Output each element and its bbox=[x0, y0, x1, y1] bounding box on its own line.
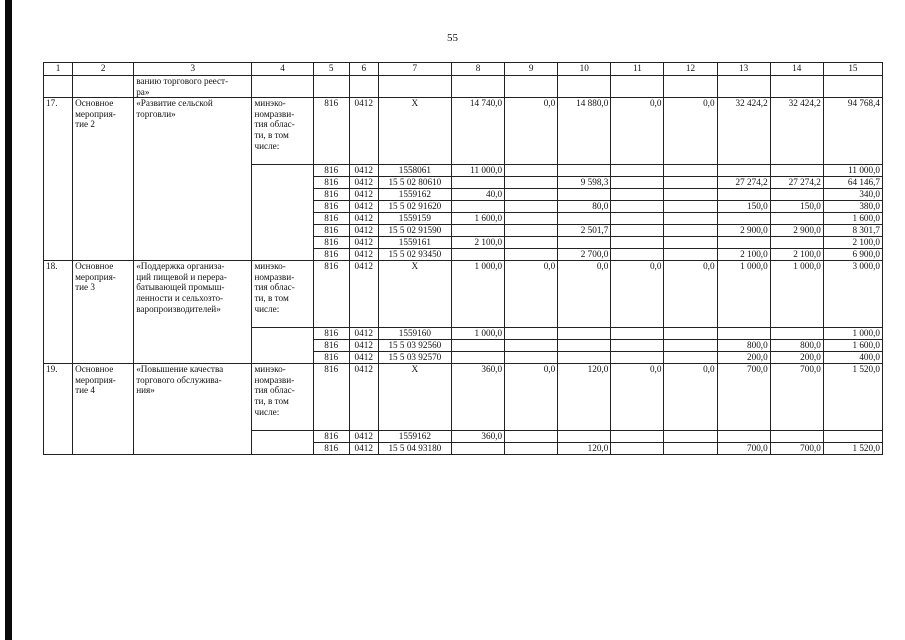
value-2014: 14 740,0 bbox=[451, 98, 504, 165]
value-2017 bbox=[611, 165, 664, 177]
empty-cell bbox=[313, 76, 349, 98]
target-item-code: 15 5 02 80610 bbox=[378, 177, 451, 189]
column-number-header: 1 bbox=[44, 63, 73, 76]
section-code: 0412 bbox=[349, 165, 378, 177]
section-code: 0412 bbox=[349, 364, 378, 431]
value-2017 bbox=[611, 352, 664, 364]
value-2019: 1 000,0 bbox=[717, 261, 770, 328]
measure-total-row bbox=[44, 98, 883, 165]
value-2015 bbox=[505, 328, 558, 340]
section-code: 0412 bbox=[349, 352, 378, 364]
value-2014: 360,0 bbox=[451, 431, 504, 443]
value-2019: 200,0 bbox=[717, 352, 770, 364]
value-2016: 2 700,0 bbox=[558, 249, 611, 261]
value-2014 bbox=[451, 443, 504, 455]
gov-code: 816 bbox=[313, 431, 349, 443]
value-2016 bbox=[558, 189, 611, 201]
value-2014 bbox=[451, 352, 504, 364]
executor: минэко- номразви- тия облас- ти, в том числе: bbox=[252, 261, 313, 328]
value-2017 bbox=[611, 443, 664, 455]
measure-type: Основное мероприя- тие 3 bbox=[73, 261, 134, 364]
value-2016 bbox=[558, 165, 611, 177]
value-total: 1 520,0 bbox=[823, 443, 882, 455]
gov-code: 816 bbox=[313, 213, 349, 225]
gov-code: 816 bbox=[313, 249, 349, 261]
value-2020 bbox=[770, 328, 823, 340]
value-2015 bbox=[505, 225, 558, 237]
value-2018: 0,0 bbox=[664, 98, 717, 165]
value-2019 bbox=[717, 431, 770, 443]
section-code: 0412 bbox=[349, 213, 378, 225]
empty-cell bbox=[451, 76, 504, 98]
value-2020 bbox=[770, 237, 823, 249]
value-total: 2 100,0 bbox=[823, 237, 882, 249]
value-2020: 32 424,2 bbox=[770, 98, 823, 165]
target-item-code: 15 5 03 92560 bbox=[378, 340, 451, 352]
target-item-code: 1559162 bbox=[378, 189, 451, 201]
value-total: 11 000,0 bbox=[823, 165, 882, 177]
column-number-header: 4 bbox=[252, 63, 313, 76]
value-2017: 0,0 bbox=[611, 98, 664, 165]
value-2018 bbox=[664, 201, 717, 213]
gov-code: 816 bbox=[313, 237, 349, 249]
gov-code: 816 bbox=[313, 443, 349, 455]
value-2017 bbox=[611, 201, 664, 213]
value-2018 bbox=[664, 177, 717, 189]
value-2019 bbox=[717, 189, 770, 201]
value-2015 bbox=[505, 443, 558, 455]
empty-cell bbox=[378, 76, 451, 98]
value-2014 bbox=[451, 249, 504, 261]
value-2015 bbox=[505, 352, 558, 364]
binding-edge bbox=[5, 0, 12, 640]
value-2017 bbox=[611, 340, 664, 352]
value-2020 bbox=[770, 431, 823, 443]
value-2018 bbox=[664, 213, 717, 225]
value-2014: 1 000,0 bbox=[451, 328, 504, 340]
value-2015 bbox=[505, 213, 558, 225]
target-item-code: 15 5 03 92570 bbox=[378, 352, 451, 364]
value-2020: 700,0 bbox=[770, 443, 823, 455]
value-2018 bbox=[664, 340, 717, 352]
target-item-code: 1559159 bbox=[378, 213, 451, 225]
measure-type: Основное мероприя- тие 2 bbox=[73, 98, 134, 261]
value-total: 400,0 bbox=[823, 352, 882, 364]
value-2018 bbox=[664, 443, 717, 455]
value-2020: 150,0 bbox=[770, 201, 823, 213]
column-number-header: 14 bbox=[770, 63, 823, 76]
value-2019 bbox=[717, 237, 770, 249]
value-2015 bbox=[505, 201, 558, 213]
value-total: 340,0 bbox=[823, 189, 882, 201]
value-2019: 700,0 bbox=[717, 443, 770, 455]
value-2014 bbox=[451, 225, 504, 237]
value-2016: 0,0 bbox=[558, 261, 611, 328]
column-number-header: 15 bbox=[823, 63, 882, 76]
value-2020: 2 100,0 bbox=[770, 249, 823, 261]
value-2015: 0,0 bbox=[505, 261, 558, 328]
value-2016: 14 880,0 bbox=[558, 98, 611, 165]
value-total: 3 000,0 bbox=[823, 261, 882, 328]
value-2019 bbox=[717, 165, 770, 177]
value-2015 bbox=[505, 177, 558, 189]
executor: минэко- номразви- тия облас- ти, в том числе: bbox=[252, 98, 313, 165]
value-2015 bbox=[505, 340, 558, 352]
value-total: 94 768,4 bbox=[823, 98, 882, 165]
section-code: 0412 bbox=[349, 189, 378, 201]
value-2017 bbox=[611, 225, 664, 237]
target-item-code: Х bbox=[378, 364, 451, 431]
value-2017 bbox=[611, 177, 664, 189]
target-item-code: Х bbox=[378, 98, 451, 165]
value-2018 bbox=[664, 352, 717, 364]
value-total: 1 520,0 bbox=[823, 364, 882, 431]
column-number-header: 12 bbox=[664, 63, 717, 76]
section-code: 0412 bbox=[349, 443, 378, 455]
value-2016 bbox=[558, 352, 611, 364]
value-2019 bbox=[717, 213, 770, 225]
value-2016 bbox=[558, 328, 611, 340]
continuation-text: ванию торгового реест- ра» bbox=[134, 76, 252, 98]
measure-type: Основное мероприя- тие 4 bbox=[73, 364, 134, 455]
measure-name: «Поддержка организа- ций пищевой и перера- батывающей промыш- ленности и сельхозто- варопроизводителей» bbox=[134, 261, 252, 364]
value-2016: 120,0 bbox=[558, 364, 611, 431]
value-2016 bbox=[558, 213, 611, 225]
gov-code: 816 bbox=[313, 225, 349, 237]
value-2019: 2 900,0 bbox=[717, 225, 770, 237]
target-item-code: 15 5 02 93450 bbox=[378, 249, 451, 261]
gov-code: 816 bbox=[313, 364, 349, 431]
column-number-header: 7 bbox=[378, 63, 451, 76]
target-item-code: 1558061 bbox=[378, 165, 451, 177]
value-2017 bbox=[611, 431, 664, 443]
value-2015 bbox=[505, 431, 558, 443]
target-item-code: 1559160 bbox=[378, 328, 451, 340]
value-2014: 11 000,0 bbox=[451, 165, 504, 177]
empty-cell bbox=[823, 76, 882, 98]
value-total: 1 000,0 bbox=[823, 328, 882, 340]
section-code: 0412 bbox=[349, 431, 378, 443]
value-2014 bbox=[451, 340, 504, 352]
value-2017: 0,0 bbox=[611, 364, 664, 431]
gov-code: 816 bbox=[313, 189, 349, 201]
section-code: 0412 bbox=[349, 340, 378, 352]
value-2017 bbox=[611, 249, 664, 261]
value-2018 bbox=[664, 249, 717, 261]
row-number: 17. bbox=[44, 98, 73, 261]
value-2016 bbox=[558, 431, 611, 443]
value-2016: 80,0 bbox=[558, 201, 611, 213]
page-number: 55 bbox=[447, 32, 458, 44]
executor-continuation bbox=[252, 431, 313, 455]
value-2014 bbox=[451, 201, 504, 213]
value-2020 bbox=[770, 165, 823, 177]
budget-table bbox=[43, 62, 883, 455]
empty-cell bbox=[349, 76, 378, 98]
empty-cell bbox=[664, 76, 717, 98]
measure-total-row bbox=[44, 261, 883, 328]
empty-cell bbox=[73, 76, 134, 98]
value-total bbox=[823, 431, 882, 443]
value-2019 bbox=[717, 328, 770, 340]
value-total: 6 900,0 bbox=[823, 249, 882, 261]
value-2019: 27 274,2 bbox=[717, 177, 770, 189]
row-number: 18. bbox=[44, 261, 73, 364]
value-2020: 700,0 bbox=[770, 364, 823, 431]
executor-continuation bbox=[252, 328, 313, 364]
value-2018 bbox=[664, 225, 717, 237]
empty-cell bbox=[770, 76, 823, 98]
gov-code: 816 bbox=[313, 165, 349, 177]
column-number-header: 13 bbox=[717, 63, 770, 76]
value-total: 8 301,7 bbox=[823, 225, 882, 237]
value-2019: 150,0 bbox=[717, 201, 770, 213]
value-total: 64 146,7 bbox=[823, 177, 882, 189]
target-item-code: Х bbox=[378, 261, 451, 328]
gov-code: 816 bbox=[313, 201, 349, 213]
section-code: 0412 bbox=[349, 237, 378, 249]
value-2019: 32 424,2 bbox=[717, 98, 770, 165]
value-2015 bbox=[505, 165, 558, 177]
empty-cell bbox=[505, 76, 558, 98]
value-2014: 2 100,0 bbox=[451, 237, 504, 249]
value-2014 bbox=[451, 177, 504, 189]
value-2014: 40,0 bbox=[451, 189, 504, 201]
value-2014: 1 000,0 bbox=[451, 261, 504, 328]
value-total: 1 600,0 bbox=[823, 213, 882, 225]
value-2020 bbox=[770, 213, 823, 225]
value-2016: 2 501,7 bbox=[558, 225, 611, 237]
value-2019: 2 100,0 bbox=[717, 249, 770, 261]
value-2017 bbox=[611, 237, 664, 249]
empty-cell bbox=[717, 76, 770, 98]
section-code: 0412 bbox=[349, 249, 378, 261]
column-number-header: 9 bbox=[505, 63, 558, 76]
value-2020: 27 274,2 bbox=[770, 177, 823, 189]
value-2017 bbox=[611, 213, 664, 225]
value-2017 bbox=[611, 189, 664, 201]
gov-code: 816 bbox=[313, 177, 349, 189]
empty-cell bbox=[44, 76, 73, 98]
continuation-row bbox=[44, 76, 883, 98]
column-number-header: 8 bbox=[451, 63, 504, 76]
gov-code: 816 bbox=[313, 352, 349, 364]
value-2016 bbox=[558, 237, 611, 249]
value-2018 bbox=[664, 431, 717, 443]
value-2018 bbox=[664, 165, 717, 177]
value-2018 bbox=[664, 237, 717, 249]
column-number-header: 10 bbox=[558, 63, 611, 76]
value-2018: 0,0 bbox=[664, 261, 717, 328]
value-2015 bbox=[505, 237, 558, 249]
value-2018 bbox=[664, 189, 717, 201]
value-2020 bbox=[770, 189, 823, 201]
value-total: 1 600,0 bbox=[823, 340, 882, 352]
column-number-header: 3 bbox=[134, 63, 252, 76]
target-item-code: 15 5 04 93180 bbox=[378, 443, 451, 455]
value-2018: 0,0 bbox=[664, 364, 717, 431]
target-item-code: 15 5 02 91620 bbox=[378, 201, 451, 213]
target-item-code: 15 5 02 91590 bbox=[378, 225, 451, 237]
target-item-code: 1559162 bbox=[378, 431, 451, 443]
executor-continuation bbox=[252, 165, 313, 261]
empty-cell bbox=[252, 76, 313, 98]
column-number-header: 6 bbox=[349, 63, 378, 76]
value-2018 bbox=[664, 328, 717, 340]
value-total: 380,0 bbox=[823, 201, 882, 213]
measure-total-row bbox=[44, 364, 883, 431]
value-2019: 700,0 bbox=[717, 364, 770, 431]
value-2020: 2 900,0 bbox=[770, 225, 823, 237]
gov-code: 816 bbox=[313, 261, 349, 328]
value-2016: 120,0 bbox=[558, 443, 611, 455]
value-2015: 0,0 bbox=[505, 98, 558, 165]
column-number-row bbox=[44, 63, 883, 76]
gov-code: 816 bbox=[313, 328, 349, 340]
value-2014: 360,0 bbox=[451, 364, 504, 431]
value-2019: 800,0 bbox=[717, 340, 770, 352]
value-2016: 9 598,3 bbox=[558, 177, 611, 189]
value-2016 bbox=[558, 340, 611, 352]
measure-name: «Развитие сельской торговли» bbox=[134, 98, 252, 261]
gov-code: 816 bbox=[313, 340, 349, 352]
value-2020: 200,0 bbox=[770, 352, 823, 364]
measure-name: «Повышение качества торгового обслужива- ния» bbox=[134, 364, 252, 455]
gov-code: 816 bbox=[313, 98, 349, 165]
value-2017: 0,0 bbox=[611, 261, 664, 328]
executor: минэко- номразви- тия облас- ти, в том числе: bbox=[252, 364, 313, 431]
empty-cell bbox=[558, 76, 611, 98]
empty-cell bbox=[611, 76, 664, 98]
value-2015 bbox=[505, 189, 558, 201]
section-code: 0412 bbox=[349, 225, 378, 237]
row-number: 19. bbox=[44, 364, 73, 455]
section-code: 0412 bbox=[349, 201, 378, 213]
section-code: 0412 bbox=[349, 177, 378, 189]
value-2014: 1 600,0 bbox=[451, 213, 504, 225]
section-code: 0412 bbox=[349, 328, 378, 340]
value-2020: 800,0 bbox=[770, 340, 823, 352]
target-item-code: 1559161 bbox=[378, 237, 451, 249]
column-number-header: 11 bbox=[611, 63, 664, 76]
value-2020: 1 000,0 bbox=[770, 261, 823, 328]
section-code: 0412 bbox=[349, 261, 378, 328]
value-2015: 0,0 bbox=[505, 364, 558, 431]
section-code: 0412 bbox=[349, 98, 378, 165]
column-number-header: 5 bbox=[313, 63, 349, 76]
value-2017 bbox=[611, 328, 664, 340]
column-number-header: 2 bbox=[73, 63, 134, 76]
value-2015 bbox=[505, 249, 558, 261]
